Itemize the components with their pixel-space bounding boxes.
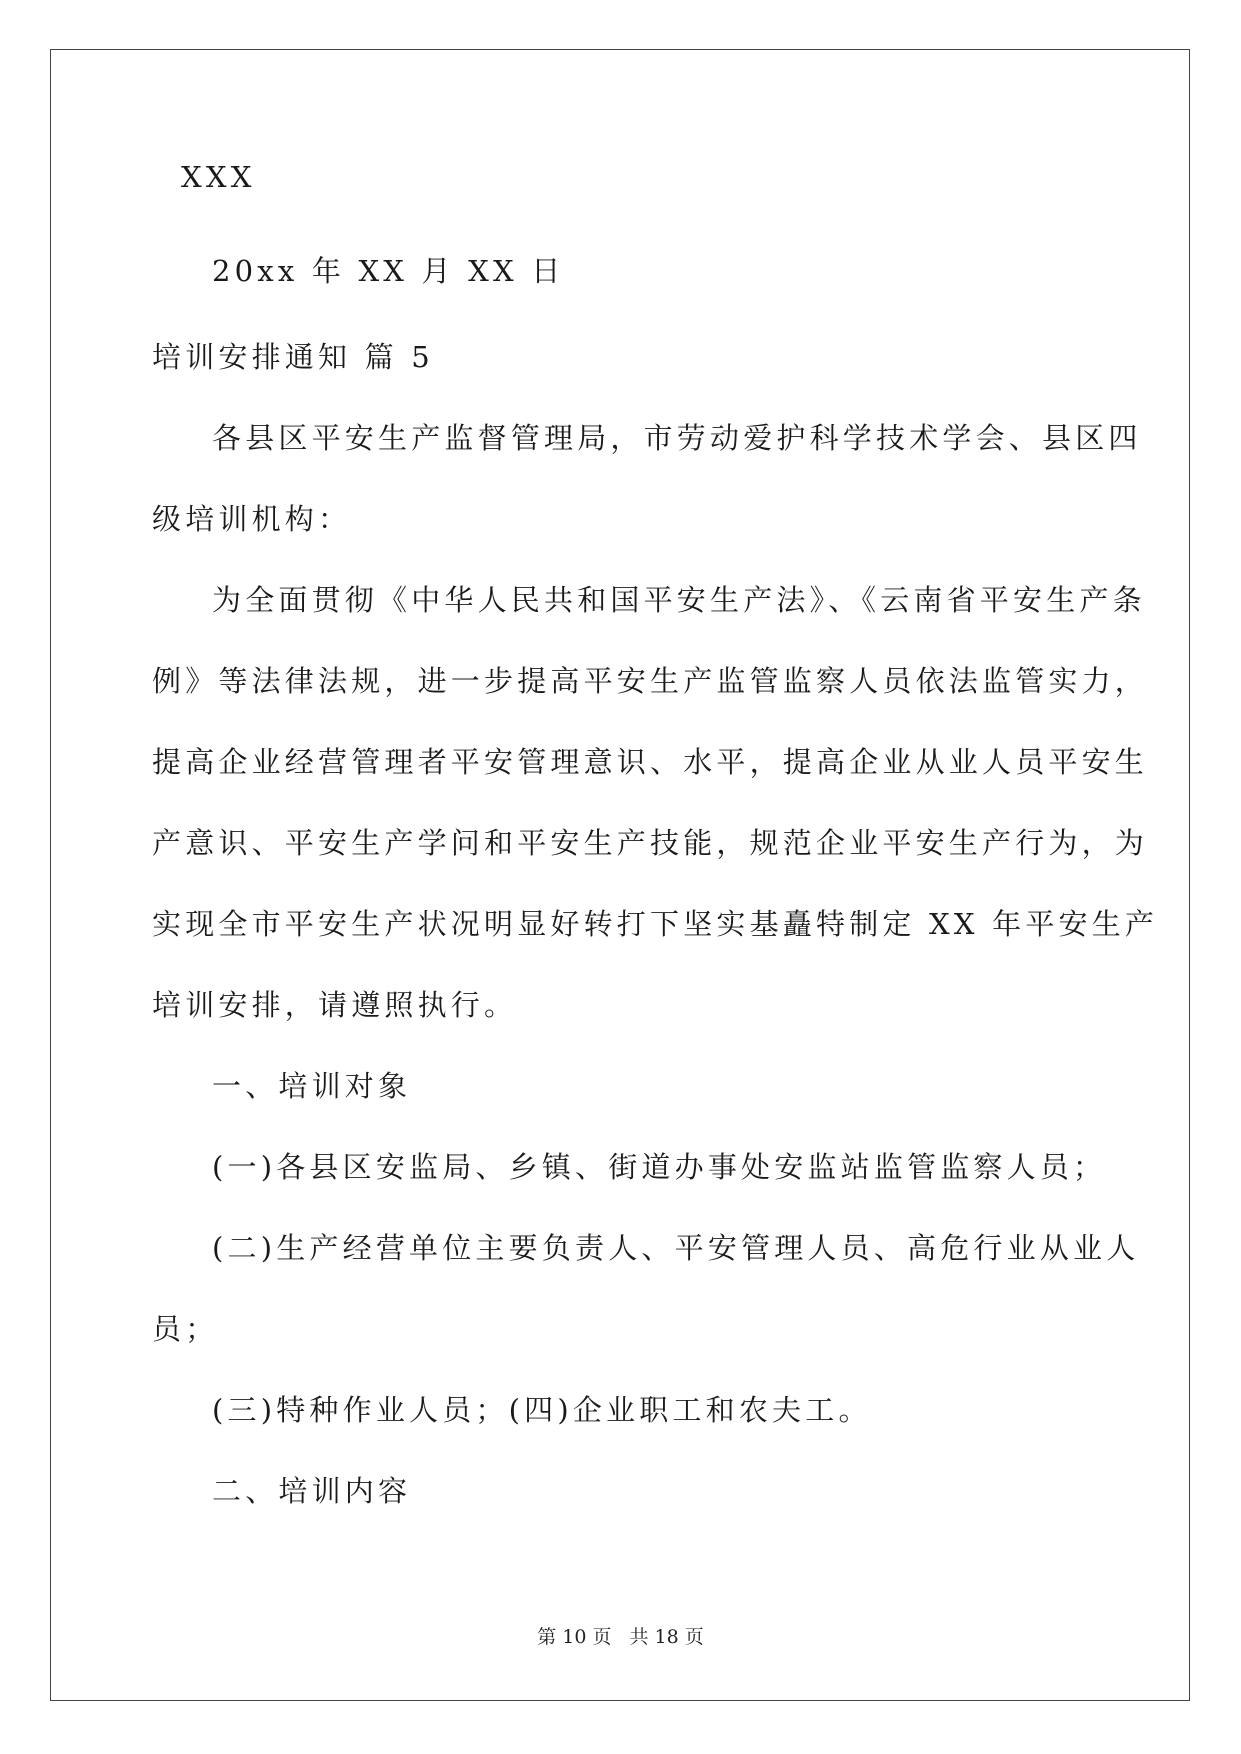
list-item-continuation: 员； <box>152 1312 219 1346</box>
body-line: 为全面贯彻《中华人民共和国平安生产法》、《云南省平安生产条 <box>212 583 1146 617</box>
page-frame <box>50 49 1190 1701</box>
signature-date: 20xx 年 XX 月 XX 日 <box>212 254 565 288</box>
body-line: 实现全市平安生产状况明显好转打下坚实基矗特制定 XX 年平安生产 <box>152 907 1159 941</box>
section-title-targets: 一、培训对象 <box>212 1069 412 1103</box>
body-line: 级培训机构： <box>152 502 352 536</box>
body-line: 产意识、平安生产学问和平安生产技能，规范企业平安生产行为，为 <box>152 826 1149 860</box>
body-line: 提高企业经营管理者平安管理意识、水平，提高企业从业人员平安生 <box>152 745 1149 779</box>
body-line: 培训安排，请遵照执行。 <box>152 988 518 1022</box>
total-pages: 共 18 页 <box>629 1626 704 1648</box>
section-heading: 培训安排通知 篇 5 <box>152 340 434 374</box>
body-line: 各县区平安生产监督管理局，市劳动爱护科学技术学会、县区四 <box>212 421 1142 455</box>
page-footer <box>0 1625 1241 1649</box>
list-item: (一)各县区安监局、乡镇、街道办事处安监站监管监察人员； <box>212 1150 1107 1184</box>
list-item: (三)特种作业人员；(四)企业职工和农夫工。 <box>212 1393 872 1427</box>
section-title-content: 二、培训内容 <box>212 1474 412 1508</box>
body-line: 例》等法律法规，进一步提高平安生产监管监察人员依法监管实力， <box>152 664 1149 698</box>
signature-name: XXX <box>181 160 256 194</box>
current-page-number: 第 10 页 <box>537 1626 612 1648</box>
list-item: (二)生产经营单位主要负责人、平安管理人员、高危行业从业人 <box>212 1231 1140 1265</box>
